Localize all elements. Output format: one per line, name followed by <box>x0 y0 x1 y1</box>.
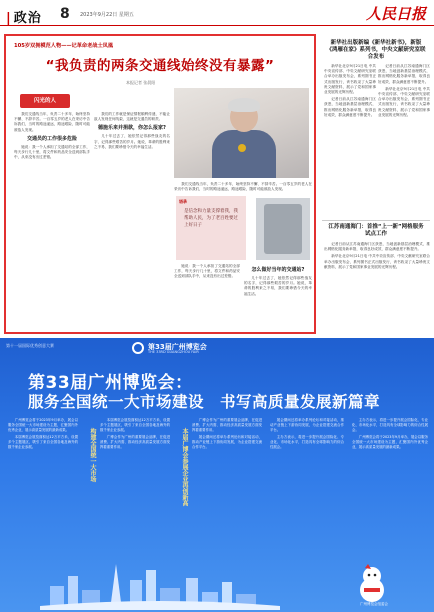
paper-logo: 人民日报 <box>365 5 426 23</box>
expo-paragraph: 主办方表示，将进一步提升展会国际化、专业化、市场化水平，打造具有全球影响力的综合性展会。 <box>270 435 344 449</box>
sidebar-headline-1[interactable]: 新华社出版新编《新华社新书》，新版《鸿雁在家》系列书，中央文献研究室联合发布 <box>326 40 426 60</box>
expo-paragraph: 展会期间还将举办系列论坛和对接活动，推动产业链上下游协同发展，为企业搭建交流合作平台。 <box>270 418 344 432</box>
sidebar-column-1 <box>324 64 376 214</box>
lead-subhead: 德施乐来并捐款，你怎么报家? <box>98 125 166 132</box>
quote-box <box>176 196 246 260</box>
expo-subtitle[interactable]: 服务全国统一大市场建设 书写高质量发展新篇章 <box>28 393 381 411</box>
lead-paragraph: 我们交通线当年，负责二十多年，始终坚持不懈、不辞辛苦。一百零五岁的老人在采访中告诉我们，当时的路途遥远，路途艰险，随时可能被敌人发现。 <box>14 112 90 132</box>
city-skyline-illustration <box>40 558 280 610</box>
expo-feature[interactable] <box>0 338 434 612</box>
lead-paragraph: 她说：我一个人承担了交通站的全部工作，每天步行几十里，将文件和药品安全送到部队手中，从来没有出过差错。 <box>14 144 90 160</box>
expo-title[interactable]: 第33届广州博览会： <box>28 373 193 393</box>
expo-column-1 <box>8 418 78 548</box>
lead-paragraph: 我们交通线当年，负责二十多年，始终坚持不懈、不辞辛苦。一百零五岁的老人在采访中告诉我们，当时的路途遥远，路途艰险，随时可能被敌人发现。 <box>174 182 312 192</box>
lead-column-3 <box>174 264 240 330</box>
sidebar-paragraph: 记者日前从江苏南通海门区获悉，当地创新基层治理模式，推出网格化服务新举措，取得良好成效，群众满意度不断提升。 <box>324 242 430 252</box>
lead-paragraph: 我们的工作就是保证情报顺利传递，不能让敌人发现任何线索，这就是交通员的职责。 <box>94 112 170 122</box>
quote-tag: 语录 <box>179 199 187 204</box>
lead-byline: 本报记者 张晨阳 <box>126 80 156 85</box>
lead-paragraph: 几十年过去了，她依然记得那些战友的名字，记得那些艰苦的岁月。她说，革命的胜利来之不易，我们要珍惜今天的幸福生活。 <box>244 276 312 296</box>
dateline: 2023年9月22日 星期五 <box>80 12 134 18</box>
sidebar-paragraph: 新华社北京9月21日电 中共中央宣传部、中央文献研究室联合举办出版发布会，系列图书正式出版发行，该书收录了大量珍贵文献资料，展示了党和国家事业发展的光辉历程。 <box>378 86 430 117</box>
expo-badge-en: THE 33RD GUANGZHOU FAIR <box>148 350 199 354</box>
lead-paragraph: 几十年过去了，她依然记得那些战友的名字，记得那些艰苦的岁月。她说，革命的胜利来之不易，我们要珍惜今天的幸福生活。 <box>94 134 170 149</box>
lead-column-1 <box>14 112 90 330</box>
expo-paragraph: 广州博览会将于2023年9月举办，展会以服务全国统一大市场建设为主题，汇聚国内外优秀企业，展示高质量发展的最新成果。 <box>8 418 78 432</box>
section-name: | 政治 <box>6 11 42 26</box>
lead-headline[interactable]: “我负责的两条交通线始终没有暴露” <box>45 58 275 74</box>
lead-subhead: 交通员的工作很多危险 <box>26 135 77 142</box>
sidebar-divider <box>322 220 430 221</box>
lead-column-2 <box>94 112 170 330</box>
medal-icon <box>238 144 246 152</box>
expo-vertical-title-2: 本届广博会参展企业再创新高 <box>181 428 188 506</box>
lead-article[interactable] <box>4 34 316 334</box>
expo-paragraph: 展会期间还将举办系列论坛和对接活动，推动产业链上下游协同发展，为企业搭建交流合作平台。 <box>192 435 262 449</box>
quote-text: 是信念和力量支撑着我，我帮助人民，为了老百姓要过上好日子 <box>184 209 238 228</box>
expo-vertical-title-1: 构建全国统一大市场 <box>89 428 96 482</box>
sidebar-headline-2[interactable]: 江苏南通海门：首推“上一新”网格服务试点工作 <box>328 224 424 237</box>
expo-paragraph: 广博会作为广州的重要展会品牌，在促进消费、扩大内需、推动经济高质量发展方面发挥着重要作用。 <box>100 435 170 449</box>
sidebar-column-2 <box>378 64 430 214</box>
expo-column-5 <box>352 418 428 558</box>
sidebar-paragraph: 记者日前从江苏南通海门区获悉，当地创新基层治理模式，推出网格化服务新举措，取得良好成效，群众满意度不断提升。 <box>378 64 430 84</box>
expo-top-line: 第十一届国际优秀创意大赛 <box>6 343 54 348</box>
expo-paragraph: 本届博览会展览面积达12万平方米，设置多个主题展区，吸引了来自全国各地及海外的数千家企业参展。 <box>100 418 170 432</box>
expo-badge: 第33届广州博览会 <box>148 343 207 351</box>
expo-logo-icon <box>132 342 144 354</box>
expo-paragraph: 广博会作为广州的重要展会品牌，在促进消费、扩大内需、推动经济高质量发展方面发挥着重要作用。 <box>192 418 262 432</box>
expo-column-4 <box>270 418 344 603</box>
expo-footer-credit: 广州博览会组委会 <box>360 602 388 606</box>
lead-column-3-top <box>174 182 312 194</box>
portrait-photo <box>174 88 309 178</box>
lead-column-4 <box>244 264 312 330</box>
expo-column-2 <box>100 418 170 548</box>
lead-paragraph: 她说：我一个人承担了交通站的全部工作，每天步行几十里，将文件和药品安全送到部队手中，从来没有出过差错。 <box>174 264 240 279</box>
lead-subhead: 怎么做好当年的交通站? <box>251 267 305 273</box>
column-badge: 闪光的人 <box>20 94 70 108</box>
lead-kicker: 105岁双拥模范人物——记革命老战士凤凰 <box>14 43 114 49</box>
mascot-icon <box>355 564 389 604</box>
sidebar-paragraph: 记者日前从江苏南通海门区获悉，当地创新基层治理模式，推出网格化服务新举措，取得良好成效，群众满意度不断提升。 <box>324 97 376 117</box>
sidebar-column-3 <box>324 242 430 332</box>
expo-paragraph: 本届博览会展览面积达12万平方米，设置多个主题展区，吸引了来自全国各地及海外的数千家企业参展。 <box>8 435 78 449</box>
sidebar-paragraph: 新华社北京9月21日电 中共中央宣传部、中央文献研究室联合举办出版发布会，系列图书正式出版发行，该书收录了大量珍贵文献资料，展示了党和国家事业发展的光辉历程。 <box>324 254 430 269</box>
stamp-image <box>256 198 310 260</box>
sidebar-paragraph: 新华社北京9月21日电 中共中央宣传部、中央文献研究室联合举办出版发布会，系列图书正式出版发行，该书收录了大量珍贵文献资料，展示了党和国家事业发展的光辉历程。 <box>324 64 376 95</box>
masthead <box>0 0 434 26</box>
expo-paragraph: 主办方表示，将进一步提升展会国际化、专业化、市场化水平，打造具有全球影响力的综合性展会。 <box>352 418 428 432</box>
expo-paragraph: 广州博览会将于2023年9月举办，展会以服务全国统一大市场建设为主题，汇聚国内外优秀企业，展示高质量发展的最新成果。 <box>352 435 428 449</box>
page-number: 8 <box>60 6 70 22</box>
